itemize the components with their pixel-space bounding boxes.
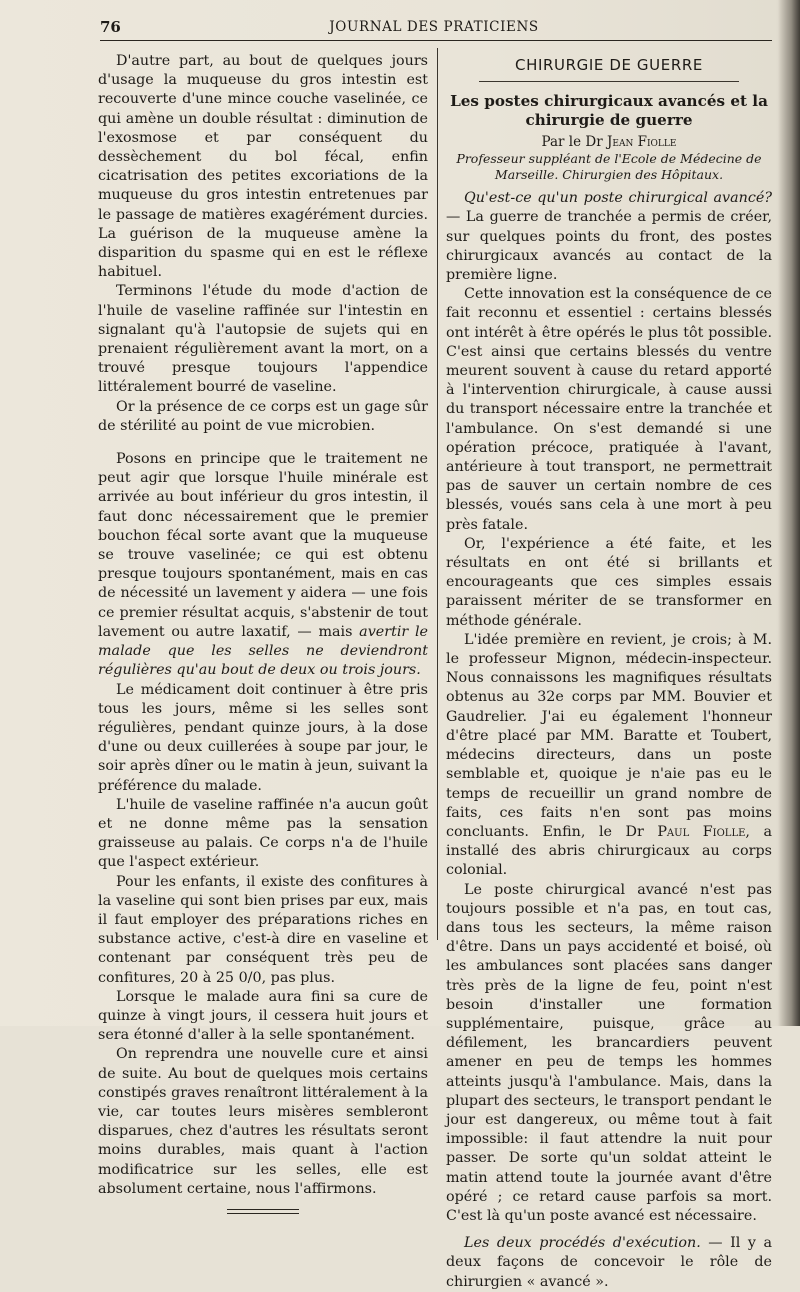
- section-rule: [479, 81, 739, 82]
- paragraph: [446, 631, 772, 881]
- journal-title: JOURNAL DES PRATICIENS: [329, 19, 539, 35]
- page-edge-shadow: [778, 0, 800, 1026]
- right-column: [446, 52, 772, 1292]
- paragraph: Cette innovation est la conséquence de ce fait reconnu et essentiel : certains blessés ont intérêt à être opérés le plus tôt possible. C'est ainsi que certains blessés du ventre meurent souvent à cause du retard apporté à l'intervention chirurgicale, à cause aussi du transport nécessaire entre la tranchée et l'ambulance. On s'est demandé si une opération précoce, pratiquée à l'avant, antérieure à tout transport, ne permettrait pas de sauver un certain nombre de ces blessés, voués sans cela à une mort à peu près fatale.: [446, 286, 772, 533]
- paragraph-gap: [98, 436, 428, 450]
- paragraph-text: — La guerre de tranchée a permis de créer, sur quelques points du front, des postes chirurgicaux avancés au contact de la première ligne.: [446, 209, 772, 284]
- paragraph: [446, 189, 772, 285]
- paragraph: [446, 1234, 772, 1292]
- paragraph-text: , a installé des abris chirurgicaux au corps colonial.: [446, 823, 772, 879]
- paragraph: Terminons l'étude du mode d'action de l'huile de vaseline raffinée sur l'intestin en signalant qu'à l'autopsie de sujets qui en prenaient régulièrement avant la mort, on a trouvé presque toujours l'appendice littéralement bourré de vaseline.: [98, 283, 428, 396]
- article-title: Les postes chirurgicaux avancés et la chirurgie de guerre: [450, 92, 768, 130]
- paragraph: [98, 450, 428, 680]
- author-name: Jean Fiolle: [606, 134, 677, 151]
- emphasis-text: Qu'est-ce qu'un poste chirurgical avancé?: [464, 190, 772, 207]
- column-divider: [437, 48, 438, 940]
- paragraph-text: — Il y a deux façons de concevoir le rôle de chirurgien « avancé ».: [446, 1235, 773, 1290]
- byline: [446, 134, 772, 151]
- page-header: [100, 16, 768, 40]
- paragraph: Le poste chirurgical avancé n'est pas toujours possible et n'a pas, en tout cas, dans tous les secteurs, la même raison d'être. Dans un pays accidenté et boisé, où les ambulances sont placées sans danger très près de la ligne de feu, point n'est besoin d'installer une formation supplémentaire, puisque, grâce au défilement, les brancardiers peuvent amener en peu de temps les hommes atteints jusqu'à l'ambulance. Mais, dans la plupart des secteurs, le transport pendant le jour est dangereux, ou même tout à fait impossible: il faut attendre la nuit pour passer. De sorte qu'un soldat atteint le matin attend toute la journée avant d'être opéré ; ce retard cause parfois sa mort. C'est là qu'un poste avancé est nécessaire.: [446, 881, 772, 1224]
- paragraph: D'autre part, au bout de quelques jours d'usage la muqueuse du gros intestin est recouverte d'une mince couche vaselinée, ce qui amène un double résultat : diminution de l'exosmose et par conséquent du dessèchement du bol fécal, enfin cicatrisation des petites excoriations de la muqueuse du gros intestin entretenues par le passage de matières exagérément durcies. La guérison de la muqueuse amène la disparition du spasme qui en est le réflexe habituel.: [98, 53, 428, 281]
- paragraph: Or, l'expérience a été faite, et les résultats en ont été si brillants et encourageants que ces simples essais paraissent mériter de se transformer en méthode générale.: [446, 535, 772, 629]
- paragraph: Or la présence de ce corps est un gage sûr de stérilité au point de vue microbien.: [98, 398, 428, 434]
- emphasis-text: avertir le malade que les selles ne deviendront régulières qu'au bout de deux ou trois jours.: [98, 623, 428, 679]
- end-of-article-rule: [227, 1209, 299, 1214]
- paragraph: Pour les enfants, il existe des confitures à la vaseline qui sont bien prises par eux, mais il faut employer des préparations riches en substance active, c'est-à dire en vaseline et contenant par conséquent très peu de confitures, 20 à 25 0/0, pas plus.: [98, 873, 428, 986]
- left-column: [98, 52, 428, 1214]
- paragraph: Lorsque le malade aura fini sa cure de quinze à vingt jours, il cessera huit jours et sera étonné d'aller à la selle spontanément.: [98, 988, 428, 1044]
- paragraph-text: L'idée première en revient, je crois; à M. le professeur Mignon, médecin-inspecteur. Nous connaissons les magnifiques résultats obtenus au 32e corps par MM. Bouvier et Gaudrelier. J'ai eu également l'honneur d'être placé par MM. Baratte et Toubert, médecins directeurs, dans un poste semblable et, quoique je n'aie pas eu le temps de recueillir un grand nombre de faits, ces faits n'en sont pas moins concluants. Enfin, le Dr: [446, 631, 772, 840]
- byline-prefix: Par le Dr: [541, 134, 607, 151]
- paragraph-text: Posons en principe que le traitement ne peut agir que lorsque l'huile minérale est arrivée au bout inférieur du gros intestin, il faut donc nécessairement que le premier bouchon fécal sorte avant que la muqueuse se trouve vaselinée; ce qui est obtenu presque toujours spontanément, mais en cas de nécessité un lavement y aidera — une fois ce premier résultat acquis, s'abstenir de tout lavement ou autre laxatif, — mais: [98, 451, 428, 640]
- person-name: Paul Fiolle: [657, 823, 746, 840]
- paragraph: L'huile de vaseline raffinée n'a aucun goût et ne donne même pas la sensation graisseuse au palais. Ce corps n'a de l'huile que l'aspect extérieur.: [98, 796, 428, 871]
- paragraph: On reprendra une nouvelle cure et ainsi de suite. Au bout de quelques mois certains constipés graves renaîtront littéralement à la vie, car toutes leurs misères sembleront disparues, chez d'autres les résultats seront moins durables, mais quant à l'action modificatrice sur les selles, elle est absolument certaine, nous l'affirmons.: [98, 1046, 428, 1197]
- paragraph: Le médicament doit continuer à être pris tous les jours, même si les selles sont régulières, pendant quinze jours, à la dose d'une ou deux cuillerées à soupe par jour, le soir après dîner ou le matin à jeun, suivant la préférence du malade.: [98, 681, 428, 794]
- author-affiliation: Professeur suppléant de l'Ecole de Médecine de Marseille. Chirurgien des Hôpitaux.: [456, 151, 762, 183]
- section-title: CHIRURGIE DE GUERRE: [515, 56, 703, 74]
- page-number: 76: [100, 18, 121, 36]
- emphasis-text: Les deux procédés d'exécution.: [464, 1235, 701, 1252]
- header-rule: [100, 40, 772, 41]
